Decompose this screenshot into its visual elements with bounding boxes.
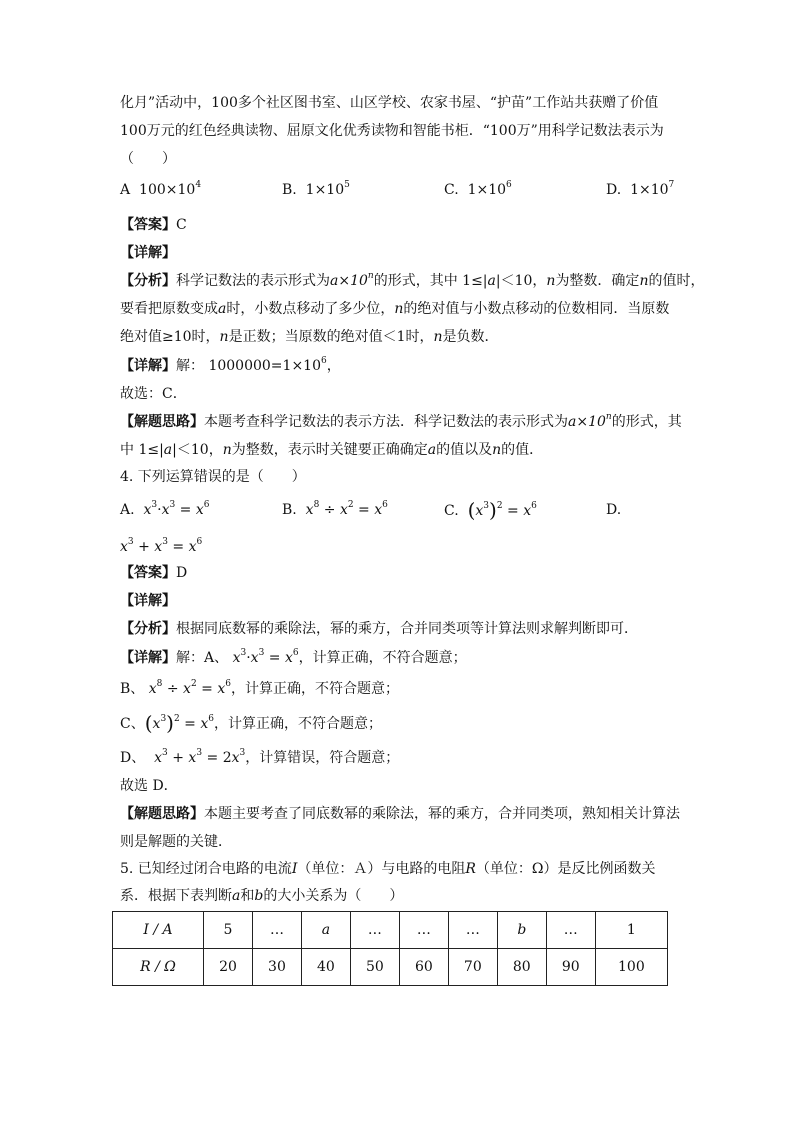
table-cell: 5 — [204, 912, 253, 949]
q3-idea-line1: 【解题思路】本题考查科学记数法的表示方法．科学记数法的表示形式为$a\times 10^n$的形式，其 — [120, 412, 682, 430]
q3-stem-line3: （ ） — [120, 151, 176, 167]
table-cell: 90 — [546, 949, 595, 986]
q5-stem-line2: 系．根据下表判断a和b的大小关系为（ ） — [120, 888, 404, 904]
q3-analysis-line2: 要看把原数变成a时，小数点移动了多少位，n的绝对值与小数点移动的位数相同．当原数 — [120, 301, 670, 317]
table-cell: 20 — [204, 949, 253, 986]
q4-stem: 4. 下列运算错误的是（ ） — [120, 469, 306, 485]
q5-stem-line1: 5. 已知经过闭合电路的电流I（单位：Ａ）与电路的电阻R（单位：Ω）是反比例函数关 — [120, 861, 656, 877]
q4-answer: 【答案】D — [120, 565, 188, 581]
table-cell: 50 — [350, 949, 399, 986]
q3-analysis-line1: 【分析】科学记数法的表示形式为$a\times 10^n$的形式，其中 1≤|a|＜10，n为整数．确定n的值时， — [120, 271, 705, 289]
table-cell: 100 — [595, 949, 667, 986]
q4-option-d-expression: $x^3 + x^3 = x^6$ — [120, 537, 203, 555]
q4-idea-line2: 则是解题的关键． — [120, 834, 232, 850]
table-header-cell: I / A — [113, 912, 204, 949]
table-cell: 70 — [448, 949, 497, 986]
table-row — [113, 949, 668, 986]
q4-solution-a: 【详解】解：A、 $x^3\cdot x^3 = x^6$，计算正确，不符合题意； — [120, 648, 467, 666]
table-cell: … — [448, 912, 497, 949]
q4-solution-d: D、 $x^3 + x^3 = 2x^3$，计算错误，符合题意； — [120, 748, 400, 766]
q4-choose: 故选 D． — [120, 778, 178, 794]
table-cell: 80 — [497, 949, 546, 986]
q4-solution-c: C、$(x^3)^2 = x^6$，计算正确，不符合题意； — [120, 711, 382, 735]
q3-solution: 【详解】解： $1000000=1\times 10^6$， — [120, 356, 341, 374]
q3-option-d: D. $1\times 10^7$ — [606, 180, 675, 198]
table-cell: … — [546, 912, 595, 949]
q4-option-b: B. $x^8 \div x^2 = x^6$ — [282, 500, 388, 518]
table-cell: 40 — [301, 949, 350, 986]
q4-solution-b: B、 $x^8 \div x^2 = x^6$，计算正确，不符合题意； — [120, 679, 399, 697]
q4-analysis: 【分析】根据同底数幂的乘除法，幂的乘方，合并同类项等计算法则求解判断即可． — [120, 621, 638, 637]
q3-choose: 故选：C． — [120, 386, 187, 402]
q4-idea-line1: 【解题思路】本题主要考查了同底数幂的乘除法，幂的乘方，合并同类项，熟知相关计算法 — [120, 806, 680, 822]
table-cell: 60 — [399, 949, 448, 986]
q4-option-a: A. $x^3\cdot x^3 = x^6$ — [120, 500, 210, 518]
table-row — [113, 912, 668, 949]
current-resistance-table — [112, 911, 668, 986]
table-cell: … — [399, 912, 448, 949]
q3-stem-line1: 化月”活动中，100多个社区图书室、山区学校、农家书屋、“护苗”工作站共获赠了价值 — [120, 95, 659, 111]
q3-option-a: A $100\times 10^4$ — [120, 180, 202, 198]
table-cell: b — [497, 912, 546, 949]
q3-answer: 【答案】C — [120, 217, 187, 233]
q4-detail-tag: 【详解】 — [120, 593, 176, 609]
table-cell: … — [252, 912, 301, 949]
table-header-cell: R / Ω — [113, 949, 204, 986]
q3-detail-tag: 【详解】 — [120, 245, 176, 261]
table-cell: … — [350, 912, 399, 949]
q3-analysis-line3: 绝对值≥10时，n是正数；当原数的绝对值＜1时，n是负数． — [120, 329, 499, 345]
q3-option-c: C. $1\times 10^6$ — [444, 180, 512, 198]
q4-option-c: C. $(x^3)^2 = x^6$ — [444, 498, 537, 522]
q3-idea-line2: 中 1≤|a|＜10，n为整数，表示时关键要正确确定a的值以及n的值． — [120, 442, 544, 458]
q3-option-b: B. $1\times 10^5$ — [282, 180, 350, 198]
table-cell: 1 — [595, 912, 667, 949]
q3-stem-line2: 100万元的红色经典读物、屈原文化优秀读物和智能书柜．“100万”用科学记数法表示为 — [120, 123, 664, 139]
table-cell: 30 — [252, 949, 301, 986]
q4-option-d: D. — [606, 502, 622, 518]
table-cell: a — [301, 912, 350, 949]
